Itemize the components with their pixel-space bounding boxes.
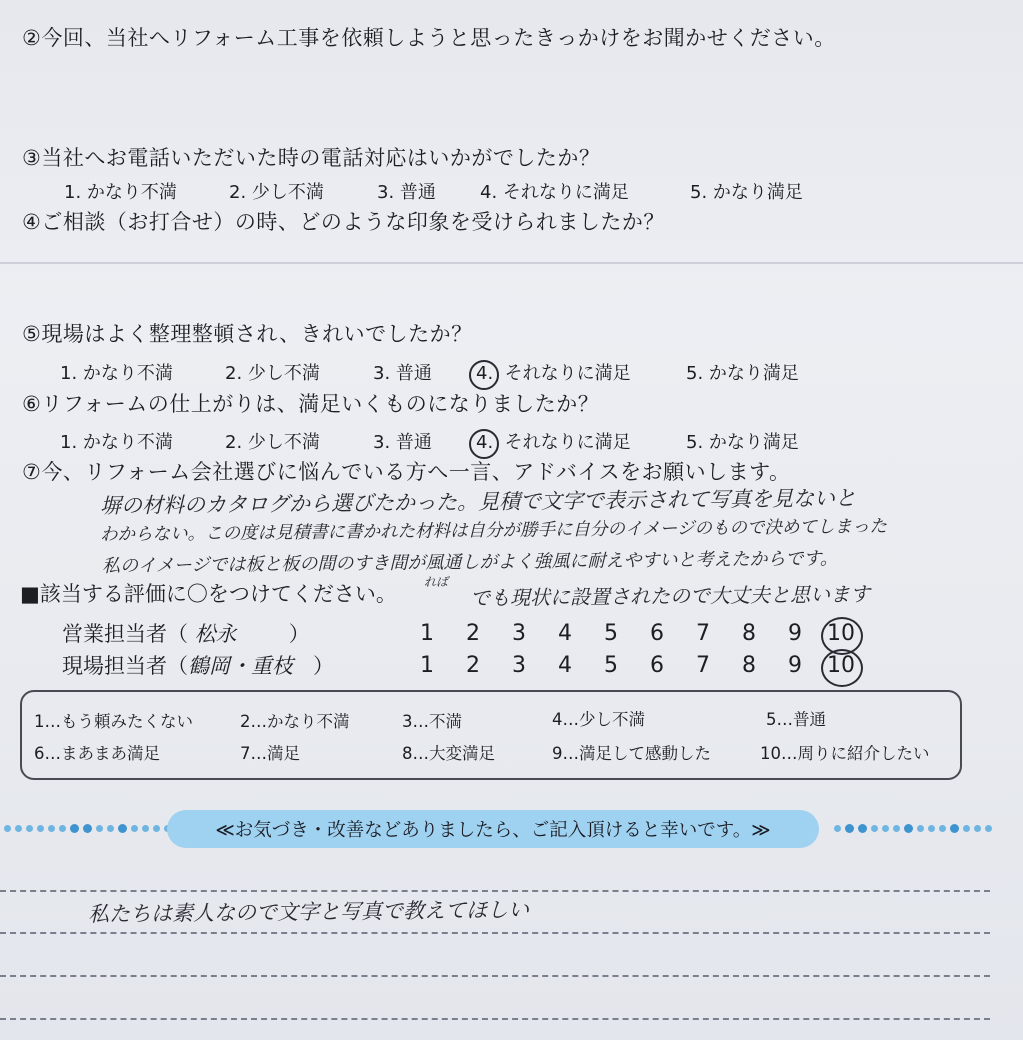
rating-7[interactable]: 7 (696, 620, 710, 646)
comment-line (0, 1018, 990, 1020)
question-7: ⑦今、リフォーム会社選びに悩んでいる方へ一言、アドバイスをお願いします。 (22, 460, 791, 484)
legend-8: 8…大変満足 (402, 744, 495, 763)
rating-8[interactable]: 8 (742, 620, 756, 646)
option-4-selected[interactable] (476, 428, 686, 454)
rating-5[interactable]: 5 (604, 652, 618, 678)
comment-line (0, 890, 990, 892)
rating-7[interactable]: 7 (696, 652, 710, 678)
option-2[interactable]: 2. 少し不満 (225, 432, 320, 453)
legend-9: 9…満足して感動した (552, 744, 711, 763)
rating-label-prefix: 現場担当者（ (62, 654, 188, 678)
option-4-label: それなりに満足 (504, 363, 631, 384)
option-1[interactable]: 1. かなり不満 (60, 363, 173, 384)
rating-label (62, 650, 392, 680)
rating-2[interactable]: 2 (466, 620, 480, 646)
option-1[interactable]: 1. かなり不満 (60, 432, 173, 453)
legend-4: 4…少し不満 (552, 710, 645, 729)
option-5[interactable]: 5. かなり満足 (686, 363, 799, 384)
comment-line (0, 932, 990, 934)
rating-label (62, 618, 392, 648)
rating-label-prefix: 営業担当者（ (62, 622, 188, 646)
option-3[interactable]: 3. 普通 (373, 363, 432, 384)
options-q5 (60, 359, 840, 385)
legend-2: 2…かなり不満 (240, 712, 350, 731)
comment-banner: ≪お気づき・改善などありましたら、ご記入頂けると幸いです。≫ (167, 810, 819, 848)
legend-6: 6…まあまあ満足 (34, 744, 160, 763)
advice-line-4-prefix: れば (423, 574, 449, 590)
legend-1: 1…もう頼みたくない (34, 712, 193, 731)
staff-name: 松永 (194, 622, 237, 646)
rating-10-selected[interactable]: 10 (818, 621, 864, 646)
option-4-label: それなりに満足 (504, 432, 631, 453)
legend-10: 10…周りに紹介したい (760, 744, 930, 763)
option-5[interactable]: 5. かなり満足 (690, 182, 803, 203)
rating-3[interactable]: 3 (512, 652, 526, 678)
option-4-number: 4. (476, 432, 494, 453)
rating-5[interactable]: 5 (604, 620, 618, 646)
comment-line (0, 975, 990, 977)
option-4-selected[interactable] (476, 359, 686, 385)
rating-4[interactable]: 4 (558, 620, 572, 646)
legend-3: 3…不満 (402, 712, 462, 731)
legend-5: 5…普通 (766, 710, 826, 729)
legend-7: 7…満足 (240, 744, 300, 763)
rating-label-close: ） (313, 654, 334, 678)
question-3: ③当社へお電話いただいた時の電話対応はいかがでしたか？ (22, 146, 601, 170)
comment-handwritten[interactable]: 私たちは素人なので文字と写真で教えてほしい (87, 897, 530, 927)
rating-3[interactable]: 3 (512, 620, 526, 646)
advice-line-3: 私のイメージでは板と板の間のすき間が風通しがよく強風に耐えやすいと考えたからです。 (101, 548, 838, 577)
rating-row-sales (62, 618, 864, 648)
rating-row-site (62, 650, 864, 680)
rating-10-selected[interactable]: 10 (818, 653, 864, 678)
decorative-dots-right (834, 822, 992, 834)
option-2[interactable]: 2. 少し不満 (229, 182, 324, 203)
rating-9[interactable]: 9 (788, 620, 802, 646)
option-2[interactable]: 2. 少し不満 (225, 363, 320, 384)
staff-name: 鶴岡・重枝 (188, 654, 293, 678)
option-1[interactable]: 1. かなり不満 (64, 182, 177, 203)
rating-title: ■該当する評価に〇をつけてください。 (20, 582, 397, 606)
option-3[interactable]: 3. 普通 (373, 432, 432, 453)
rating-label-close: ） (288, 622, 310, 646)
rating-6[interactable]: 6 (650, 620, 664, 646)
rating-6[interactable]: 6 (650, 652, 664, 678)
options-q6 (60, 428, 840, 454)
option-5[interactable]: 5. かなり満足 (686, 432, 799, 453)
selected-circle (476, 432, 493, 453)
rating-2[interactable]: 2 (466, 652, 480, 678)
options-q3 (64, 178, 844, 204)
question-6: ⑥リフォームの仕上がりは、満足いくものになりましたか？ (22, 392, 600, 416)
paper-fold (0, 262, 1023, 264)
option-4[interactable]: 4. それなりに満足 (480, 182, 629, 203)
option-4-number: 4. (476, 363, 494, 384)
selected-circle (476, 363, 493, 384)
option-3[interactable]: 3. 普通 (377, 182, 436, 203)
question-2: ②今回、当社へリフォーム工事を依頼しようと思ったきっかけをお聞かせください。 (22, 26, 836, 50)
rating-1[interactable]: 1 (420, 652, 434, 678)
rating-1[interactable]: 1 (420, 620, 434, 646)
rating-legend (20, 690, 962, 780)
advice-line-4: でも現状に設置されたので大丈夫と思います (469, 581, 871, 611)
rating-9[interactable]: 9 (788, 652, 802, 678)
rating-4[interactable]: 4 (558, 652, 572, 678)
question-4: ④ご相談（お打合せ）の時、どのような印象を受けられましたか？ (22, 210, 665, 234)
advice-line-1: 塀の材料のカタログから選びたかった。見積で文字で表示されて写真を見ないと (99, 486, 857, 518)
rating-8[interactable]: 8 (742, 652, 756, 678)
comment-banner-row (0, 808, 1023, 850)
question-5: ⑤現場はよく整理整頓され、きれいでしたか？ (22, 322, 473, 346)
advice-line-2: わからない。この度は見積書に書かれた材料は自分が勝手に自分のイメージのもので決めてしまった (99, 516, 888, 546)
